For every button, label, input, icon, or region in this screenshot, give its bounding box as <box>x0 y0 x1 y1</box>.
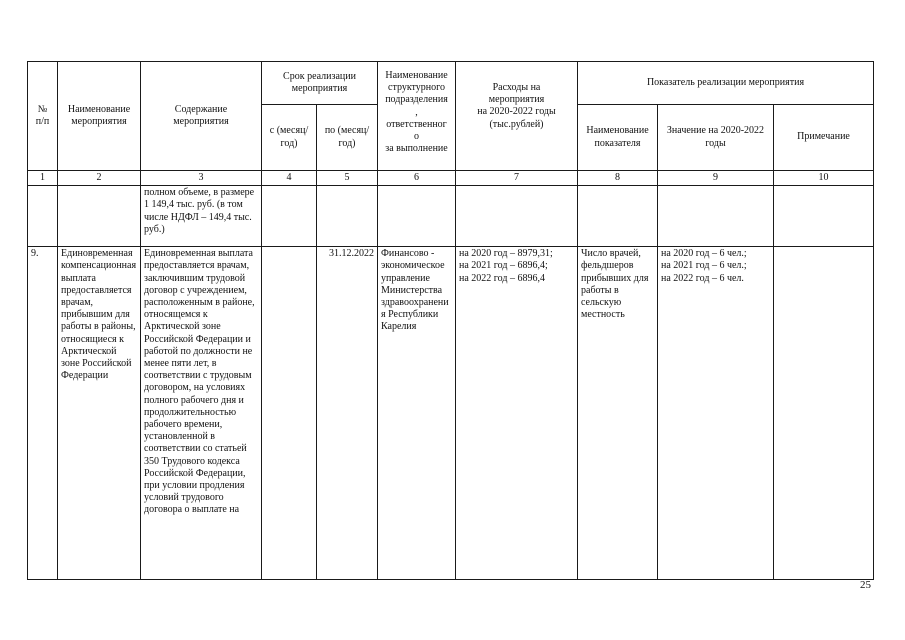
header-period: Срок реализации мероприятия <box>262 62 378 105</box>
row-to <box>317 186 378 247</box>
header-responsible: Наименование структурного подразделения , ответственног о за выполнение <box>378 62 456 171</box>
header-measure-content: Содержание мероприятия <box>141 62 262 171</box>
row-expenses <box>456 186 578 247</box>
measures-table <box>27 61 874 580</box>
header-number: № п/п <box>28 62 58 171</box>
row-to: 31.12.2022 <box>317 247 378 580</box>
row-indicator <box>578 186 658 247</box>
header-expenses: Расходы на мероприятия на 2020-2022 годы (тыс.рублей) <box>456 62 578 171</box>
header-indicator-name: Наименование показателя <box>578 105 658 171</box>
row-note <box>774 186 874 247</box>
page-number: 25 <box>860 579 871 591</box>
column-number: 5 <box>317 171 378 186</box>
column-number: 10 <box>774 171 874 186</box>
row-value <box>658 186 774 247</box>
column-number: 7 <box>456 171 578 186</box>
row-indicator: Число врачей, фельдшеров прибывших для работы в сельскую местность <box>578 247 658 580</box>
row-number <box>28 186 58 247</box>
header-from: с (месяц/ год) <box>262 105 317 171</box>
row-number: 9. <box>28 247 58 580</box>
header-note: Примечание <box>774 105 874 171</box>
column-number: 2 <box>58 171 141 186</box>
column-number: 9 <box>658 171 774 186</box>
table-row <box>28 247 874 580</box>
row-measure-name: Единовременная компенсационная выплата предоставляется врачам, прибывшим для работы в районы, относящиеся к Арктической зоне Российской Федерации <box>58 247 141 580</box>
row-responsible: Финансово - экономическое управление Министерства здравоохранения Республики Карелия <box>378 247 456 580</box>
table-row <box>28 186 874 247</box>
column-number: 8 <box>578 171 658 186</box>
header-indicator-group: Показатель реализации мероприятия <box>578 62 874 105</box>
header-indicator-value: Значение на 2020-2022 годы <box>658 105 774 171</box>
column-number-row <box>28 171 874 186</box>
row-measure-name <box>58 186 141 247</box>
row-measure-content: полном объеме, в размере 1 149,4 тыс. руб. (в том числе НДФЛ – 149,4 тыс. руб.) <box>141 186 262 247</box>
column-number: 3 <box>141 171 262 186</box>
header-row-1 <box>28 62 874 105</box>
row-expenses: на 2020 год – 8979,31; на 2021 год – 6896,4; на 2022 год – 6896,4 <box>456 247 578 580</box>
row-from <box>262 186 317 247</box>
column-number: 6 <box>378 171 456 186</box>
row-from <box>262 247 317 580</box>
row-note <box>774 247 874 580</box>
row-measure-content: Единовременная выплата предоставляется врачам, заключившим трудовой договор с учреждением, расположенным в районе, относящемся к Арктической зоне Российской Федерации и работой по должности не менее пяти лет, в соответствии с трудовым договором, на условиях полного рабочего дня и продолжительностью рабочего времени, установленной в соответствии со статьей 350 Трудового кодекса Российской Федерации, при условии продления условий трудового договора о выплате на <box>141 247 262 580</box>
header-measure-name: Наименование мероприятия <box>58 62 141 171</box>
header-to: по (месяц/ год) <box>317 105 378 171</box>
row-value: на 2020 год – 6 чел.; на 2021 год – 6 чел.; на 2022 год – 6 чел. <box>658 247 774 580</box>
column-number: 4 <box>262 171 317 186</box>
column-number: 1 <box>28 171 58 186</box>
row-responsible <box>378 186 456 247</box>
